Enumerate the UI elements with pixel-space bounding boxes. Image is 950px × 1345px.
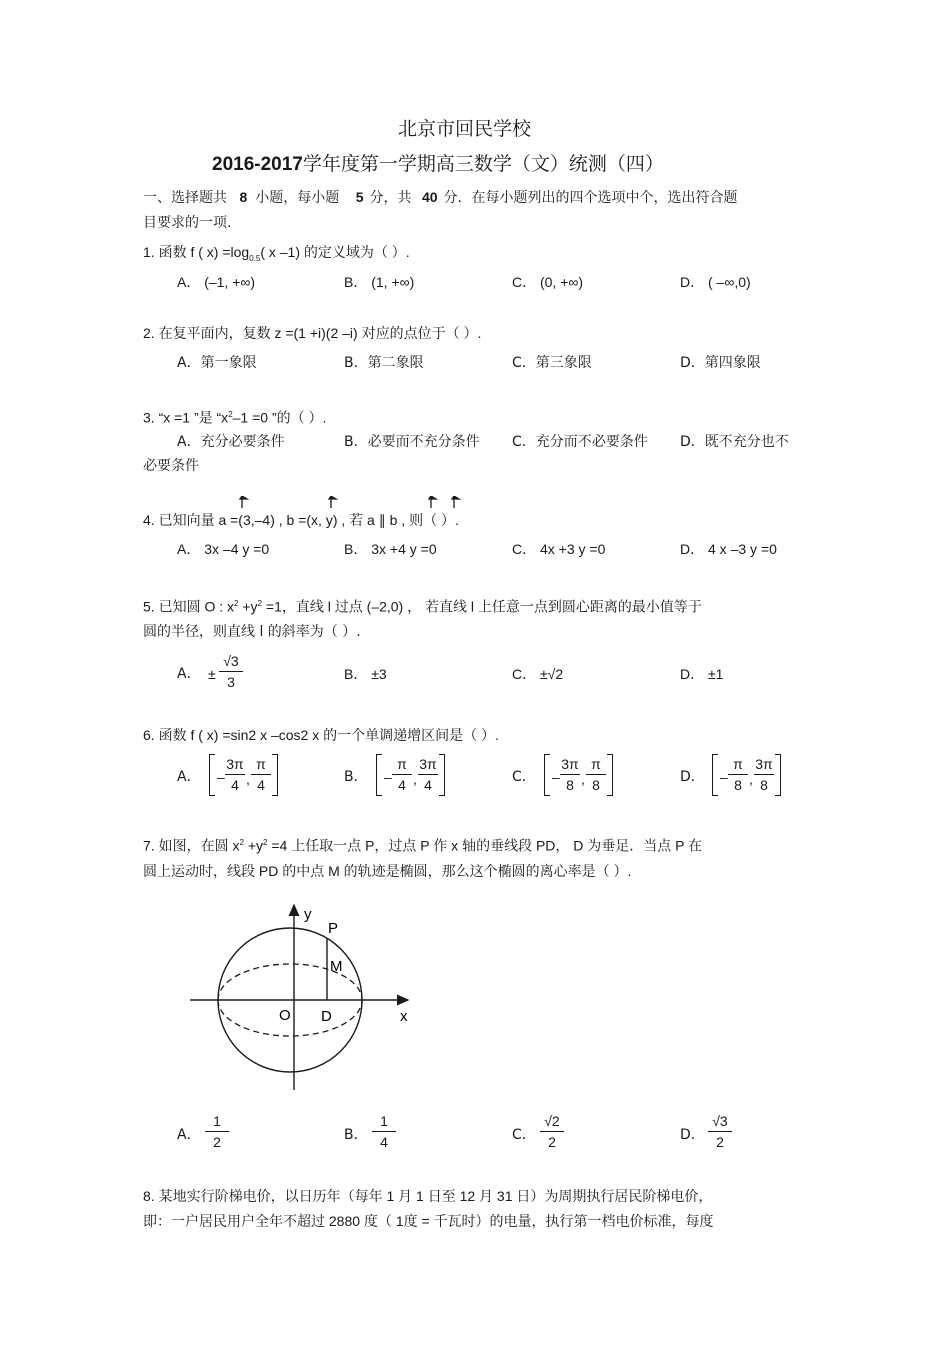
q3-option-c[interactable]: C．充分而不必要条件: [512, 434, 648, 450]
label-o: O: [279, 1007, 291, 1024]
q3-text: –1 =0 ”的（ ）.: [232, 409, 327, 426]
interval-end: [418, 755, 438, 794]
fraction-bar: [728, 774, 748, 775]
q3-option-d[interactable]: D．既不充分也不: [680, 434, 789, 450]
q3-option-a[interactable]: A．充分必要条件: [177, 434, 285, 450]
numerator: 3π: [755, 756, 773, 772]
minus-sign: –: [217, 769, 225, 785]
question-count: 8: [239, 189, 248, 205]
q5-option-d[interactable]: D． ±1: [680, 666, 724, 682]
question-5-stem: [143, 595, 702, 616]
question-5-line2: 圆的半径，则直线 l 的斜率为（ ）.: [143, 624, 361, 640]
q5-option-a-label[interactable]: A．: [177, 666, 201, 682]
comma: ,: [749, 771, 753, 787]
q4-option-a[interactable]: A． 3x –4 y =0: [177, 541, 270, 557]
points-total: 40: [421, 189, 438, 205]
interval-start: [560, 755, 580, 794]
vector-arrows: [236, 496, 466, 510]
q2-option-a[interactable]: A．第一象限: [177, 355, 257, 371]
numerator: 3π: [561, 756, 579, 772]
exam-title-text: 学年度第一学期高三数学（文）统测（四）: [302, 153, 664, 175]
section-text: 小题，每小题: [255, 190, 340, 206]
denominator: 8: [760, 777, 768, 793]
q7-text: +y: [247, 837, 263, 854]
q7-option-label[interactable]: C．: [512, 1127, 536, 1143]
fraction-bar: [586, 774, 606, 775]
label-p: P: [328, 920, 339, 937]
interval-end: [754, 755, 774, 794]
q1-option-c[interactable]: C． (0, +∞): [512, 274, 584, 290]
label-d: D: [321, 1008, 332, 1025]
q7-option-fraction: [708, 1112, 732, 1151]
plus-minus: ±: [208, 666, 216, 682]
exponent: 2: [263, 838, 268, 847]
q7-option-fraction: [372, 1112, 396, 1151]
q5-option-a-fraction: [219, 652, 243, 691]
q6-option-label[interactable]: D．: [680, 769, 705, 785]
interval-end: [586, 755, 606, 794]
left-bracket: [544, 754, 550, 796]
q2-option-b[interactable]: B．第二象限: [344, 355, 424, 371]
q5-text: 5. 已知圆 O : x: [143, 598, 235, 615]
vector-b-arrowhead-2: [452, 496, 459, 499]
exam-year: 2016-2017: [212, 154, 303, 175]
numerator: √3: [712, 1113, 728, 1129]
exam-title: [212, 155, 664, 174]
q1-option-a[interactable]: A． (–1, +∞): [177, 274, 256, 290]
denominator: 8: [592, 777, 600, 793]
minus-sign: –: [552, 769, 560, 785]
interval-start: [392, 755, 412, 794]
label-x: x: [400, 1008, 408, 1025]
denominator: 4: [380, 1134, 388, 1150]
label-m: M: [330, 958, 343, 975]
section-intro-line2: 目要求的一项.: [143, 215, 232, 231]
vector-b-arrowhead: [329, 496, 336, 499]
q7-text: 7. 如图，在圆 x: [143, 837, 240, 854]
question-7-stem: [143, 834, 702, 855]
q1-text: 1. 函数 f ( x) =log: [143, 244, 250, 260]
section-text: 分，共: [369, 190, 412, 206]
circle-ellipse-figure: [180, 895, 430, 1095]
comma: ,: [581, 771, 585, 787]
q1-option-d[interactable]: D． ( –∞,0): [680, 274, 751, 290]
numerator: 1: [380, 1113, 388, 1129]
q7-text: =4 上任取一点 P，过点 P 作 x 轴的垂线段 PD， D 为垂足．当点 P 在: [271, 837, 703, 854]
question-8-line2: 即：一户居民用户全年不超过 2880 度（ 1度 = 千瓦时）的电量，执行第一档电价标准，每度: [143, 1213, 714, 1229]
q5-option-b[interactable]: B． ±3: [344, 666, 387, 682]
q6-option-label[interactable]: A．: [177, 769, 201, 785]
question-8-line1: 8. 某地实行阶梯电价，以日历年（每年 1 月 1 日至 12 月 31 日）为周期执行居民阶梯电价，: [143, 1188, 713, 1204]
q7-option-fraction: [540, 1112, 564, 1151]
right-bracket: [439, 754, 445, 796]
numerator: √2: [544, 1113, 560, 1129]
denominator: 4: [231, 777, 239, 793]
minus-sign: –: [720, 769, 728, 785]
q3-option-b[interactable]: B．必要而不充分条件: [344, 434, 480, 450]
numerator: √3: [223, 653, 239, 669]
q7-option-label[interactable]: A．: [177, 1127, 201, 1143]
interval-start: [728, 755, 748, 794]
comma: ,: [246, 771, 250, 787]
numerator: π: [256, 756, 266, 772]
denominator: 2: [548, 1134, 556, 1150]
fraction-bar: [540, 1131, 564, 1132]
fraction-bar: [225, 774, 245, 775]
right-bracket: [607, 754, 613, 796]
interval-start: [225, 755, 245, 794]
q6-option-label[interactable]: C．: [512, 769, 536, 785]
question-2-stem: 2. 在复平面内，复数 z =(1 +i)(2 –i) 对应的点位于（ ）.: [143, 325, 482, 341]
exponent: 2: [234, 599, 239, 608]
numerator: π: [591, 756, 601, 772]
fraction-bar: [418, 774, 438, 775]
denominator: 4: [257, 777, 265, 793]
school-title: 北京市回民学校: [398, 118, 532, 140]
minus-sign: –: [384, 769, 392, 785]
q5-option-c[interactable]: C． ±√2: [512, 666, 564, 682]
denominator: 8: [734, 777, 742, 793]
left-bracket: [376, 754, 382, 796]
vector-a-arrowhead-2: [429, 496, 436, 499]
numerator: 3π: [226, 756, 244, 772]
q1-text: ( x –1) 的定义域为（ ）.: [260, 244, 410, 260]
section-intro-line1: [143, 188, 738, 207]
q4-option-d[interactable]: D． 4 x –3 y =0: [680, 541, 777, 557]
section-text: 一、选择题共: [143, 190, 227, 206]
q6-option-label[interactable]: B．: [344, 769, 368, 785]
question-1-stem: [143, 243, 410, 268]
fraction-bar: [372, 1131, 396, 1132]
numerator: 3π: [419, 756, 437, 772]
fraction-bar: [219, 671, 243, 672]
q2-option-c[interactable]: C．第三象限: [512, 355, 592, 371]
q7-option-label[interactable]: D．: [680, 1127, 705, 1143]
numerator: 1: [213, 1113, 221, 1129]
points-each: 5: [355, 189, 364, 205]
denominator: 3: [227, 674, 235, 690]
q1-option-b[interactable]: B． (1, +∞): [344, 274, 415, 290]
fraction-bar: [754, 774, 774, 775]
q4-option-b[interactable]: B． 3x +4 y =0: [344, 541, 437, 557]
label-y: y: [304, 906, 312, 923]
question-3-stem: [143, 406, 326, 427]
q5-text: +y: [242, 598, 258, 615]
exponent: 2: [239, 838, 244, 847]
interval-end: [251, 755, 271, 794]
question-6-stem: 6. 函数 f ( x) =sin2 x –cos2 x 的一个单调递增区间是（ ）.: [143, 727, 499, 743]
q3-text: 3. “x =1 ”是 “x: [143, 409, 229, 426]
right-bracket: [272, 754, 278, 796]
fraction-bar: [560, 774, 580, 775]
right-bracket: [775, 754, 781, 796]
question-7-line2: 圆上运动时，线段 PD 的中点 M 的轨迹是椭圆，那么这个椭圆的离心率是（ ）.: [143, 863, 632, 879]
numerator: π: [397, 756, 407, 772]
exponent: 2: [228, 410, 233, 419]
denominator: 4: [398, 777, 406, 793]
q3-option-d-continued: 必要条件: [143, 458, 199, 474]
denominator: 2: [213, 1134, 221, 1150]
denominator: 2: [716, 1134, 724, 1150]
vector-a-arrowhead: [240, 496, 247, 499]
log-base: 0.5: [249, 253, 261, 263]
denominator: 4: [424, 777, 432, 793]
q7-option-label[interactable]: B．: [344, 1127, 368, 1143]
left-bracket: [209, 754, 215, 796]
q7-option-fraction: [205, 1112, 229, 1151]
comma: ,: [413, 771, 417, 787]
q2-option-d[interactable]: D．第四象限: [680, 355, 761, 371]
section-text: 分．在每小题列出的四个选项中个，选出符合题: [443, 190, 738, 206]
fraction-bar: [251, 774, 271, 775]
question-4-stem: 4. 已知向量 a =(3,–4) , b =(x, y) , 若 a ∥ b , 则（ ）.: [143, 512, 459, 528]
denominator: 8: [566, 777, 574, 793]
fraction-bar: [392, 774, 412, 775]
exponent: 2: [257, 599, 262, 608]
fraction-bar: [205, 1131, 229, 1132]
q4-option-c[interactable]: C． 4x +3 y =0: [512, 541, 606, 557]
left-bracket: [712, 754, 718, 796]
q5-text: =1，直线 l 过点 (–2,0) ， 若直线 l 上任意一点到圆心距离的最小值等于: [265, 598, 702, 615]
numerator: π: [733, 756, 743, 772]
fraction-bar: [708, 1131, 732, 1132]
